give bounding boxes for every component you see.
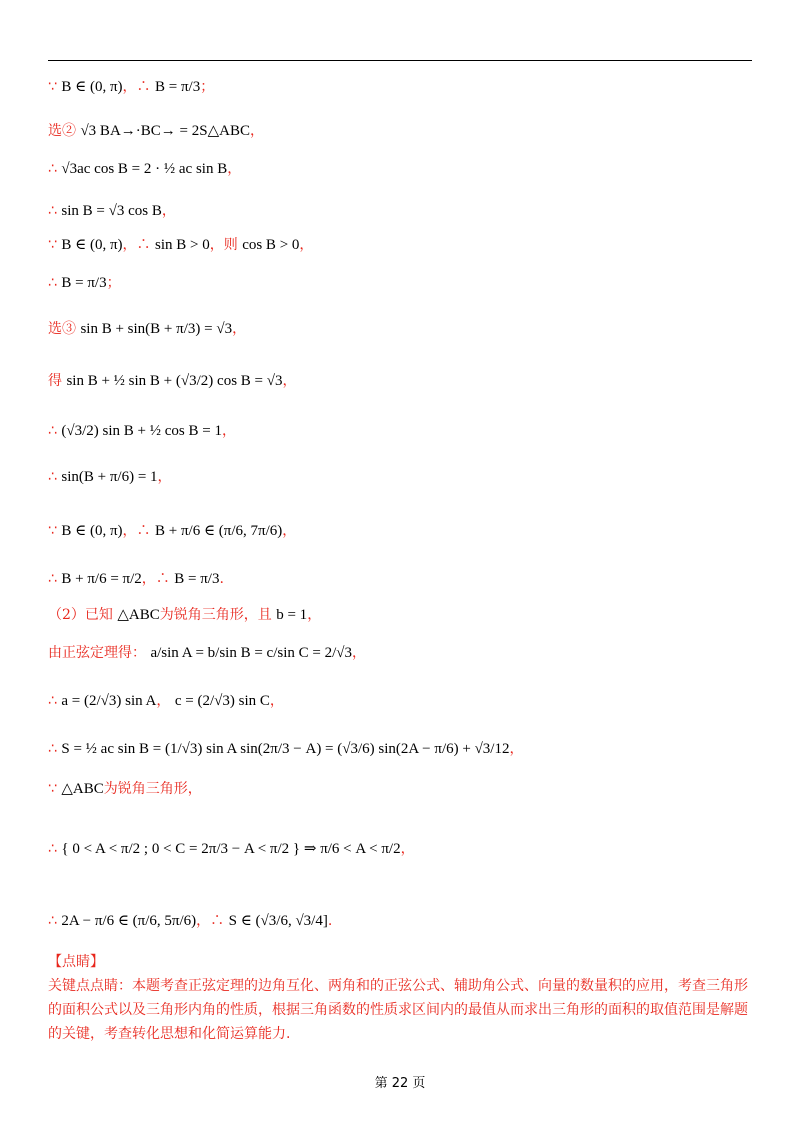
because-symbol: ∵ [48,237,57,253]
solution-line-3 [48,160,241,178]
solution-line-5 [48,236,313,254]
punctuation: . [219,571,224,587]
punctuation: ， [249,123,264,139]
note-title: 【点睛】 [48,954,104,970]
solution-line-6 [48,274,121,292]
therefore-symbol: ∴ [48,423,57,439]
top-rule [48,60,752,61]
because-symbol: ∵ [48,79,57,95]
math-expression: △ABC [117,607,160,623]
therefore-symbol: ∴ [48,161,57,177]
math-expression: S ∈ (√3/6, √3/4] [228,913,328,929]
connector-text: ，∴ [141,571,170,587]
connector-text: ， [156,693,171,709]
math-expression: B = π/3 [174,571,220,587]
solution-line-12 [48,570,224,588]
lead-text: 由正弦定理得： [48,645,146,661]
math-expression: B + π/6 = π/2 [61,571,142,587]
choice-label: 选③ [48,321,76,337]
math-system: { 0 < A < π/2 ; 0 < C = 2π/3 − A < π/2 } [61,841,301,857]
math-expression: B ∈ (0, π) [61,79,123,95]
solution-line-16 [48,740,523,758]
solution-line-7 [48,320,246,338]
note-section [48,950,754,1046]
solution-line-18 [48,840,415,858]
connector-text: 为锐角三角形，且 [159,607,272,623]
solution-line-2 [48,122,264,140]
choice-label: 选② [48,123,76,139]
solution-line-9 [48,422,236,440]
punctuation: ， [161,203,176,219]
math-expression: B = π/3 [61,275,107,291]
connector-text: ，∴ [122,237,151,253]
math-expression: a/sin A = b/sin B = c/sin C = 2/√3 [150,645,353,661]
solution-line-13 [48,606,321,624]
therefore-symbol: ∴ [48,571,57,587]
punctuation: ， [307,607,322,623]
punctuation: ， [282,373,297,389]
note-body: 关键点点睛：本题考查正弦定理的边角互化、两角和的正弦公式、辅助角公式、向量的数量积的应用，考查三角形的面积公式以及三角形内角的性质，根据三角函数的性质求区间内的最值从而求出三角形的面积的取值范围是解题的关键，考查转化思想和化简运算能力. [48,978,748,1042]
math-expression: S = ½ ac sin B = (1/√3) sin A sin(2π/3 − A) = (√3/6) sin(2A − π/6) + √3/12 [61,741,510,757]
punctuation: ， [400,841,415,857]
connector-text: 为锐角三角形， [103,781,202,797]
therefore-symbol: ∴ [48,275,57,291]
punctuation: ， [227,161,242,177]
math-expression: sin B > 0 [155,237,210,253]
math-expression: a = (2/√3) sin A [61,693,157,709]
punctuation: ， [352,645,367,661]
math-expression: 2A − π/6 ∈ (π/6, 5π/6) [61,913,197,929]
math-expression: b = 1 [276,607,308,623]
solution-line-17 [48,780,202,798]
math-expression: √3ac cos B = 2 · ½ ac sin B [61,161,228,177]
therefore-symbol: ∴ [48,913,57,929]
solution-line-14 [48,644,366,662]
solution-line-4 [48,202,176,220]
punctuation: ， [221,423,236,439]
punctuation: ； [200,79,215,95]
page-number: 第 22 页 [374,1076,426,1091]
math-expression: √3 BA→·BC→ = 2S△ABC [80,123,250,139]
therefore-symbol: ∴ [48,741,57,757]
connector-text: ，∴ [196,913,225,929]
punctuation: ； [106,275,121,291]
therefore-symbol: ∴ [48,203,57,219]
therefore-symbol: ∴ [48,693,57,709]
math-expression: sin(B + π/6) = 1 [61,469,158,485]
math-expression: (√3/2) sin B + ½ cos B = 1 [61,423,222,439]
connector-text: ，∴ [122,79,151,95]
math-expression: sin B + ½ sin B + (√3/2) cos B = √3 [66,373,283,389]
math-expression: △ABC [61,781,104,797]
math-expression: B + π/6 ∈ (π/6, 7π/6) [155,523,283,539]
solution-line-1 [48,78,214,96]
math-expression: c = (2/√3) sin C [174,693,270,709]
solution-line-11 [48,522,296,540]
lead-text: 得 [48,373,62,389]
connector-text: ，∴ [122,523,151,539]
because-symbol: ∵ [48,523,57,539]
math-expression: B ∈ (0, π) [61,237,123,253]
math-expression: B = π/3 [155,79,201,95]
therefore-symbol: ∴ [48,469,57,485]
solution-line-19 [48,912,332,930]
punctuation: ， [157,469,172,485]
math-expression: B ∈ (0, π) [61,523,123,539]
connector-text: ，则 [209,237,238,253]
punctuation: ， [282,523,297,539]
punctuation: ， [232,321,247,337]
math-expression: sin B + sin(B + π/3) = √3 [80,321,233,337]
punctuation: ， [509,741,524,757]
punctuation: ， [269,693,284,709]
because-symbol: ∵ [48,781,57,797]
punctuation: . [327,913,333,929]
implies-symbol: ⇒ [300,841,321,857]
solution-line-15 [48,692,284,710]
solution-line-8 [48,372,296,390]
punctuation: ， [299,237,314,253]
therefore-symbol: ∴ [48,841,57,857]
part-label: （2）已知 [48,607,113,623]
math-expression: π/6 < A < π/2 [320,841,401,857]
math-expression: cos B > 0 [242,237,300,253]
math-expression: sin B = √3 cos B [61,203,162,219]
solution-line-10 [48,468,172,486]
